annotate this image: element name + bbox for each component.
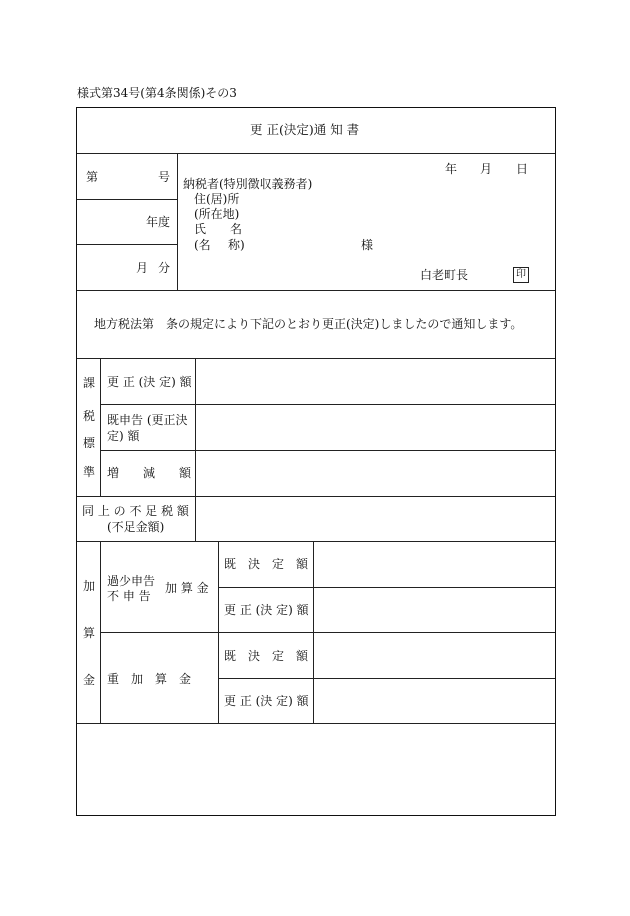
group2-prior-label: 既 決 定 額 <box>224 649 309 663</box>
rule-number-bottom <box>77 199 177 200</box>
group2-prior-field[interactable] <box>315 634 553 677</box>
group1-prior-label: 既 決 定 額 <box>224 557 309 571</box>
rule-add-label-col <box>100 541 101 723</box>
year-label: 年度 <box>146 215 171 229</box>
tax-base-label-2: 税 <box>83 409 96 423</box>
name-label-2: 名 <box>230 222 243 236</box>
change-amount-field[interactable] <box>197 452 553 495</box>
additional-tax-label-2: 算 <box>83 626 96 640</box>
date-year: 年 <box>445 162 458 176</box>
form-code: 様式第34号(第4条関係)その3 <box>77 86 237 100</box>
rule-add-group-divider <box>100 632 555 633</box>
revised-amount-field[interactable] <box>197 360 553 403</box>
rule-base-row1 <box>100 404 555 405</box>
under-declaration-label: 過少申告 <box>107 574 156 588</box>
rule-year-bottom <box>77 244 177 245</box>
corp-name-label-1: (名 <box>194 238 211 252</box>
seal-mark: 印 <box>513 267 529 283</box>
previous-assessment-label: 既申告 (更正決 定) 額 <box>107 413 188 443</box>
rule-base-row2 <box>100 450 555 451</box>
month-label: 月 <box>136 261 149 275</box>
non-declaration-label: 不 申 告 <box>107 589 151 603</box>
shortfall-label-2: (不足金額) <box>107 520 165 534</box>
additional-tax-label-3: 金 <box>83 673 96 687</box>
group1-prior-field[interactable] <box>315 543 553 586</box>
change-amount-label: 増 減 額 <box>107 466 192 480</box>
number-label-1: 第 <box>86 170 99 184</box>
tax-base-label-3: 標 <box>83 436 96 450</box>
group2-revised-label: 更 正 (決 定) 額 <box>224 694 309 708</box>
tax-base-label-4: 準 <box>83 465 96 479</box>
rule-base-label-col <box>100 358 101 496</box>
rule-header-bottom <box>77 290 555 291</box>
rule-add1-mid <box>218 587 555 588</box>
shortfall-label-1: 同 上 の 不 足 税 額 <box>82 504 189 518</box>
name-label-1: 氏 <box>194 222 207 236</box>
date-day: 日 <box>516 162 529 176</box>
date-month: 月 <box>480 162 493 176</box>
rule-shortfall-bottom <box>77 541 555 542</box>
rule-notice-bottom <box>77 358 555 359</box>
penalty-suffix-label: 加 算 金 <box>165 581 209 595</box>
taxpayer-label: 納税者(特別徴収義務者) <box>183 177 313 191</box>
additional-tax-label-1: 加 <box>83 579 96 593</box>
rule-header-divider <box>177 153 178 290</box>
previous-assessment-field[interactable] <box>197 406 553 449</box>
rule-title-bottom <box>77 153 555 154</box>
group1-revised-label: 更 正 (決 定) 額 <box>224 603 309 617</box>
rule-add-type-col <box>218 541 219 723</box>
group1-revised-field[interactable] <box>315 589 553 631</box>
group2-revised-field[interactable] <box>315 680 553 722</box>
issuer-name: 白老町長 <box>420 268 469 282</box>
tax-base-label-1: 課 <box>83 376 96 390</box>
rule-value-col <box>195 358 196 541</box>
rule-base-bottom <box>77 496 555 497</box>
honorific: 様 <box>361 238 374 252</box>
rule-add2-mid <box>218 678 555 679</box>
notice-text: 地方税法第 条の規定により下記のとおり更正(決定)しましたので通知します。 <box>94 317 523 331</box>
rule-add-bottom <box>77 723 555 724</box>
corp-name-label-2: 称) <box>228 238 245 252</box>
address-label: 住(居)所 <box>194 192 240 206</box>
shortfall-field[interactable] <box>197 498 553 540</box>
rule-add-value-col <box>313 541 314 723</box>
period-label: 分 <box>158 261 171 275</box>
location-label: (所在地) <box>194 207 240 221</box>
remarks-area[interactable] <box>78 725 553 813</box>
number-label-2: 号 <box>158 170 171 184</box>
heavy-penalty-label: 重 加 算 金 <box>107 672 192 686</box>
document-title: 更 正(決定)通 知 書 <box>250 122 360 137</box>
revised-amount-label: 更 正 (決 定) 額 <box>107 375 192 389</box>
